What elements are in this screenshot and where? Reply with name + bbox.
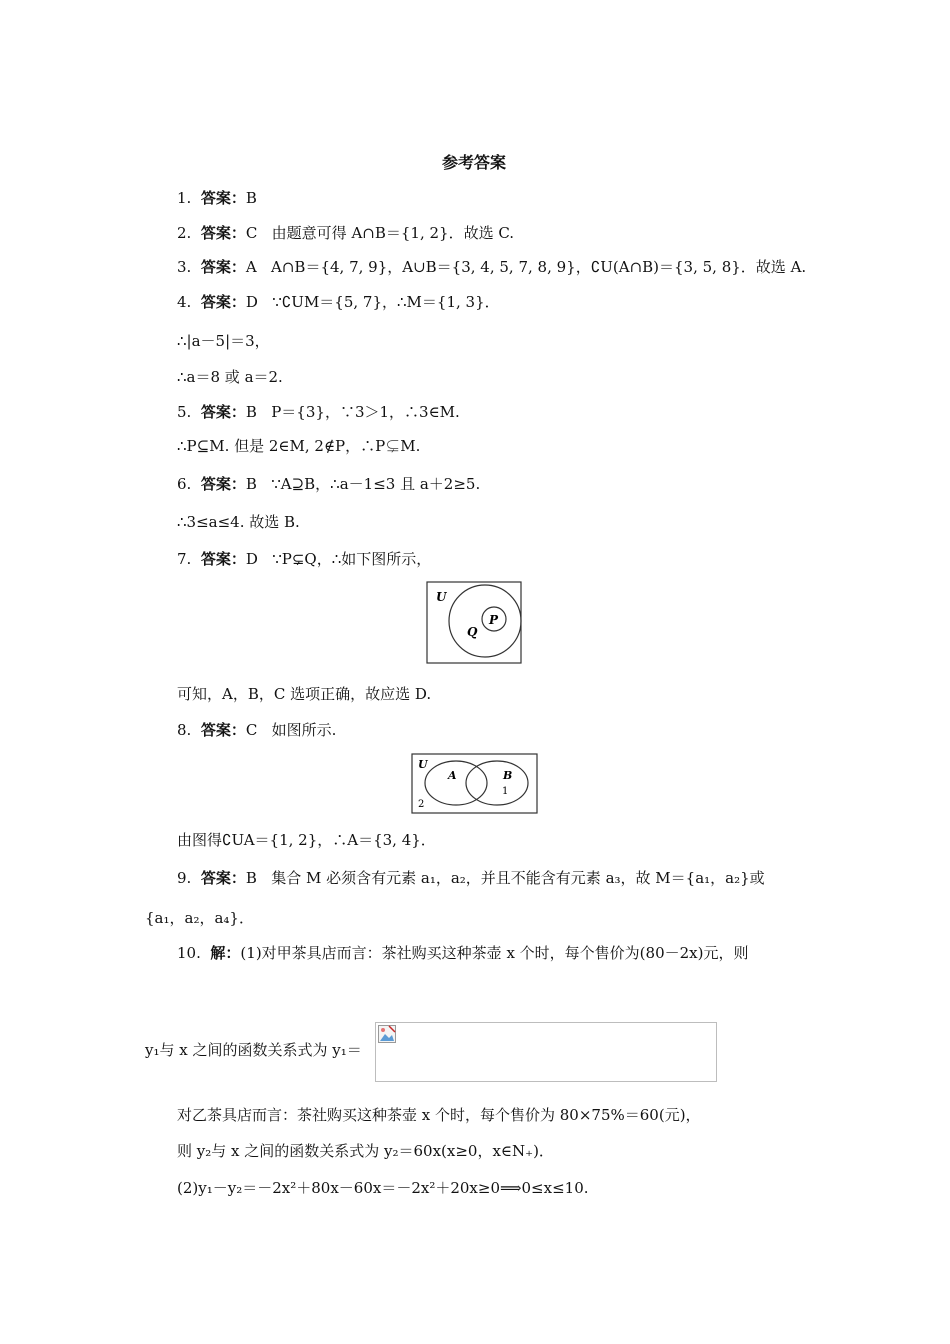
answer-4: 4. 答案：D ∵∁UM＝{5, 7}，∴M＝{1, 3}． xyxy=(177,293,500,311)
venn2-label-u: U xyxy=(418,758,428,771)
answer-10-line-2: y₁与 x 之间的函数关系式为 y₁＝ xyxy=(145,1041,362,1059)
venn2-element-2: 2 xyxy=(418,799,425,810)
answer-6: 6. 答案：B ∵A⊇B，∴a－1≤3 且 a＋2≥5. xyxy=(177,475,481,493)
answer-10-line-3: 对乙茶具店而言：茶社购买这种茶壶 x 个时，每个售价为 80×75%＝60(元)， xyxy=(177,1106,701,1124)
answer-8-line-2: 由图得∁UA＝{1, 2}，∴A＝{3, 4}． xyxy=(177,831,436,849)
broken-image-icon xyxy=(378,1025,396,1043)
answer-6-line-2: ∴3≤a≤4. 故选 B. xyxy=(177,513,300,531)
answer-8: 8. 答案：C 如图所示. xyxy=(177,721,337,739)
answer-9-line-2: {a₁，a₂，a₄}． xyxy=(145,909,254,927)
answer-10-line-4: 则 y₂与 x 之间的函数关系式为 y₂＝60x(x≥0，x∈N₊)． xyxy=(177,1142,554,1160)
venn2-universe-rect xyxy=(412,754,537,813)
answer-1: 1. 答案：B xyxy=(177,189,257,207)
answer-7: 7. 答案：D ∵P⊊Q，∴如下图所示， xyxy=(177,550,432,568)
answer-5-line-2: ∴P⊆M. 但是 2∈M, 2∉P，∴P⊊M. xyxy=(177,437,421,455)
venn1-label-u: U xyxy=(436,590,447,604)
answer-10-line-5: (2)y₁－y₂＝－2x²＋80x－60x＝－2x²＋20x≥0⟹0≤x≤10. xyxy=(177,1179,589,1197)
venn1-set-q xyxy=(449,585,521,657)
answer-2: 2. 答案：C 由题意可得 A∩B＝{1, 2}．故选 C. xyxy=(177,224,515,242)
venn1-label-p: P xyxy=(489,613,499,627)
venn1-label-q: Q xyxy=(467,625,478,639)
venn2-label-b: B xyxy=(503,769,513,782)
answer-4-line-2: ∴|a－5|＝3， xyxy=(177,332,270,350)
answer-9: 9. 答案：B 集合 M 必须含有元素 a₁，a₂，并且不能含有元素 a₃，故 M＝{a₁，a₂}或 xyxy=(177,869,765,887)
missing-formula-image xyxy=(375,1022,717,1082)
venn-diagram-p-in-q xyxy=(425,580,525,666)
venn2-element-1: 1 xyxy=(502,786,509,797)
page-title: 参考答案 xyxy=(442,153,507,172)
venn2-label-a: A xyxy=(448,769,457,782)
answer-7-line-2: 可知，A，B，C 选项正确，故应选 D. xyxy=(177,685,432,703)
answer-3: 3. 答案：A A∩B＝{4, 7, 9}，A∪B＝{3, 4, 5, 7, 8, 9}，∁U(A∩B)＝{3, 5, 8}．故选 A. xyxy=(177,258,807,276)
answer-10: 10. 解：(1)对甲茶具店而言：茶社购买这种茶壶 x 个时，每个售价为(80－2x)元，则 xyxy=(177,944,749,962)
venn2-set-b xyxy=(466,761,528,805)
venn-diagram-a-b xyxy=(410,752,540,816)
answer-4-line-3: ∴a＝8 或 a＝2. xyxy=(177,368,283,386)
answer-5: 5. 答案：B P＝{3}，∵3＞1，∴3∈M. xyxy=(177,403,460,421)
venn2-set-a xyxy=(425,761,487,805)
